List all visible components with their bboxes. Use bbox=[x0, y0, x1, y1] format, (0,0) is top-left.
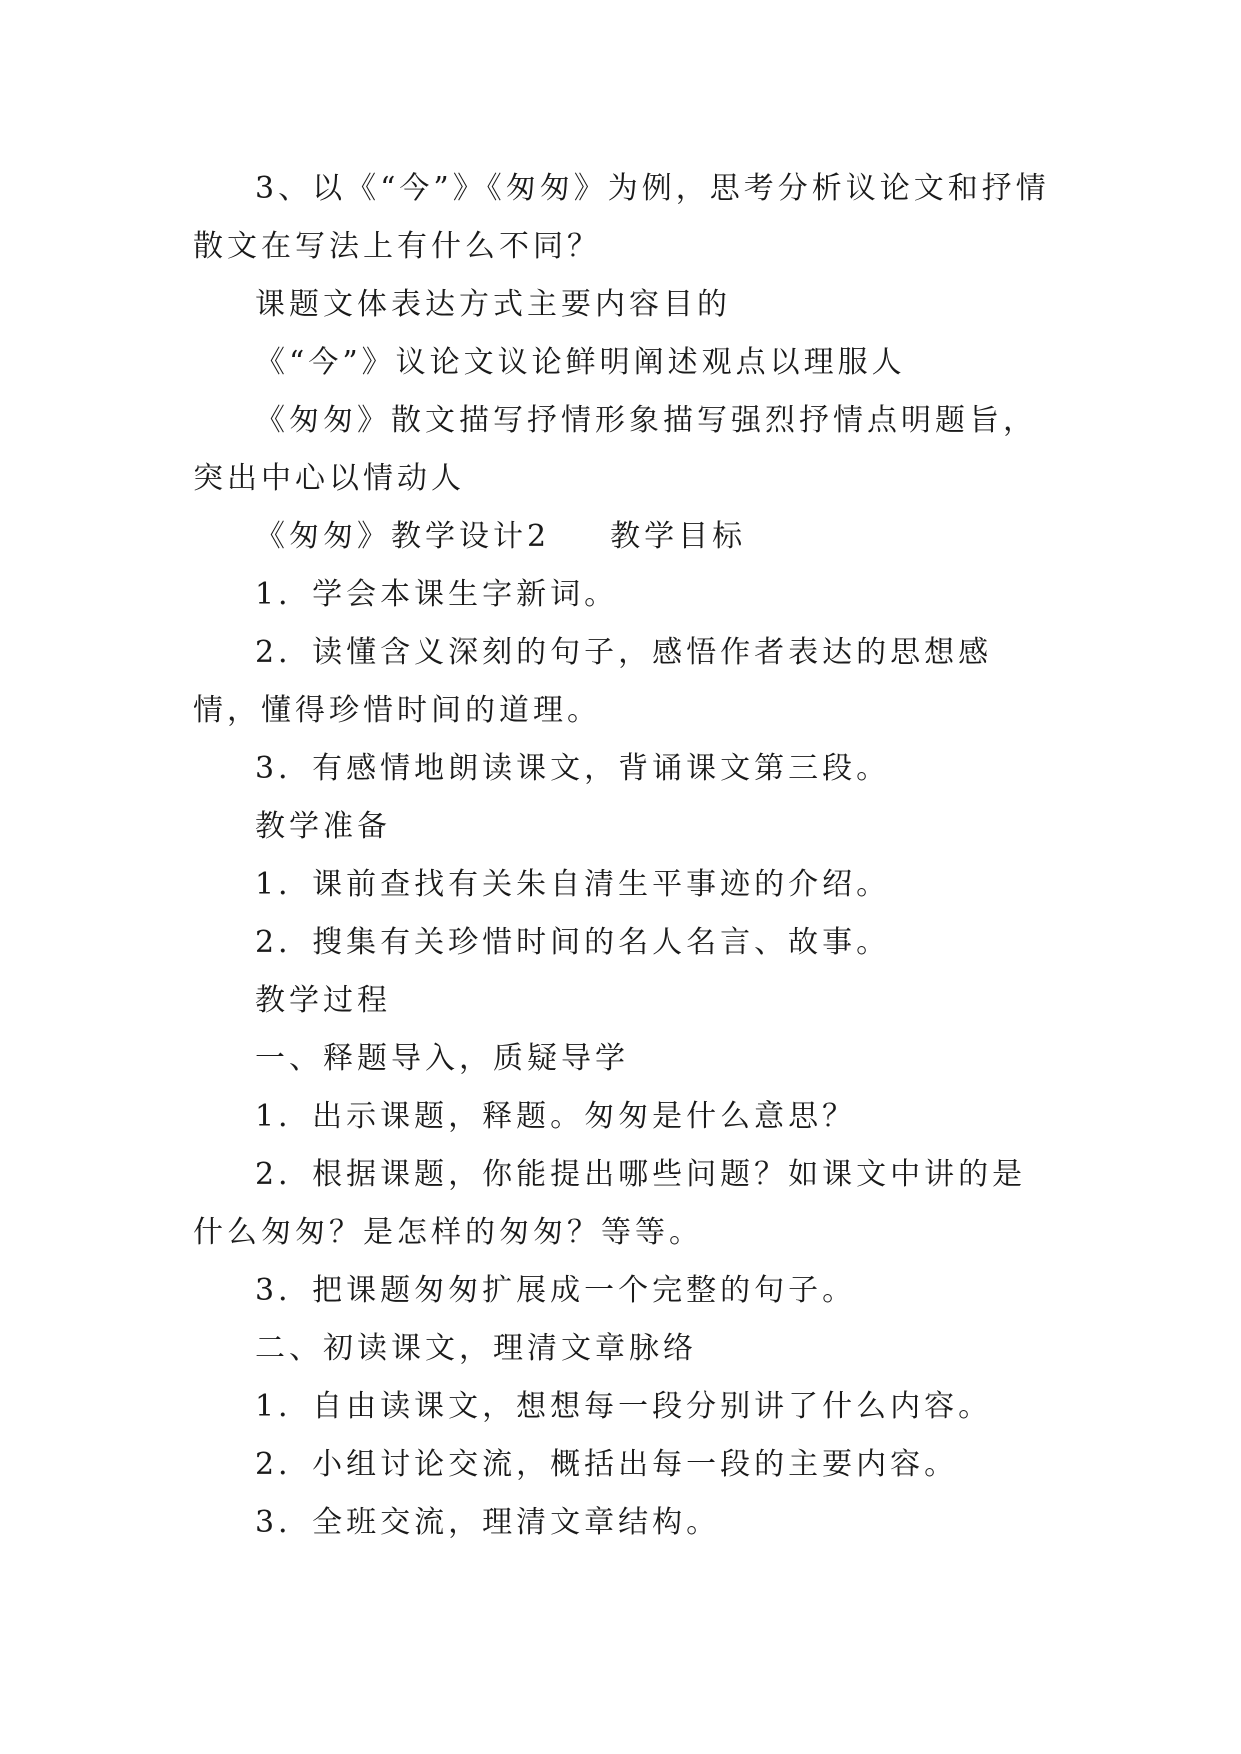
subsection-heading-2: 二、初读课文，理清文章脉络 bbox=[255, 1331, 697, 1366]
section-heading-process: 教学过程 bbox=[255, 983, 391, 1018]
design-title: 《匆匆》教学设计2 bbox=[255, 519, 551, 554]
paragraph-design-title-line bbox=[193, 508, 1053, 566]
paragraph-table-header: 课题文体表达方式主要内容目的 bbox=[255, 287, 731, 322]
section-heading-preparation: 教学准备 bbox=[255, 809, 391, 844]
paragraph-table-row-congcong: 《匆匆》散文描写抒情形象描写强烈抒情点明题旨，突出中心以情动人 bbox=[193, 403, 1037, 496]
paragraph-goal-3: 3．有感情地朗读课文，背诵课文第三段。 bbox=[255, 751, 891, 786]
section-heading-goals: 教学目标 bbox=[610, 519, 747, 554]
subsection-heading-1: 一、释题导入，质疑导学 bbox=[255, 1041, 629, 1076]
paragraph-goal-1: 1．学会本课生字新词。 bbox=[255, 577, 619, 612]
paragraph-step-1-1: 1．出示课题，释题。匆匆是什么意思？ bbox=[255, 1099, 857, 1134]
paragraph-prep-2: 2．搜集有关珍惜时间的名人名言、故事。 bbox=[255, 925, 891, 960]
paragraph-question-3: 3、以《“今”》《匆匆》为例，思考分析议论文和抒情散文在写法上有什么不同？ bbox=[193, 171, 1050, 264]
paragraph-step-1-2: 2．根据课题，你能提出哪些问题？如课文中讲的是什么匆匆？是怎样的匆匆？等等。 bbox=[193, 1157, 1027, 1250]
paragraph-prep-1: 1．课前查找有关朱自清生平事迹的介绍。 bbox=[255, 867, 891, 902]
paragraph-step-2-1: 1．自由读课文，想想每一段分别讲了什么内容。 bbox=[255, 1389, 993, 1424]
paragraph-step-2-3: 3．全班交流，理清文章结构。 bbox=[255, 1505, 721, 1540]
document-body bbox=[193, 160, 1053, 1552]
paragraph-step-1-3: 3．把课题匆匆扩展成一个完整的句子。 bbox=[255, 1273, 857, 1308]
paragraph-table-row-jin: 《“今”》议论文议论鲜明阐述观点以理服人 bbox=[255, 345, 906, 380]
paragraph-goal-2: 2．读懂含义深刻的句子，感悟作者表达的思想感情，懂得珍惜时间的道理。 bbox=[193, 635, 993, 728]
paragraph-step-2-2: 2．小组讨论交流，概括出每一段的主要内容。 bbox=[255, 1447, 959, 1482]
